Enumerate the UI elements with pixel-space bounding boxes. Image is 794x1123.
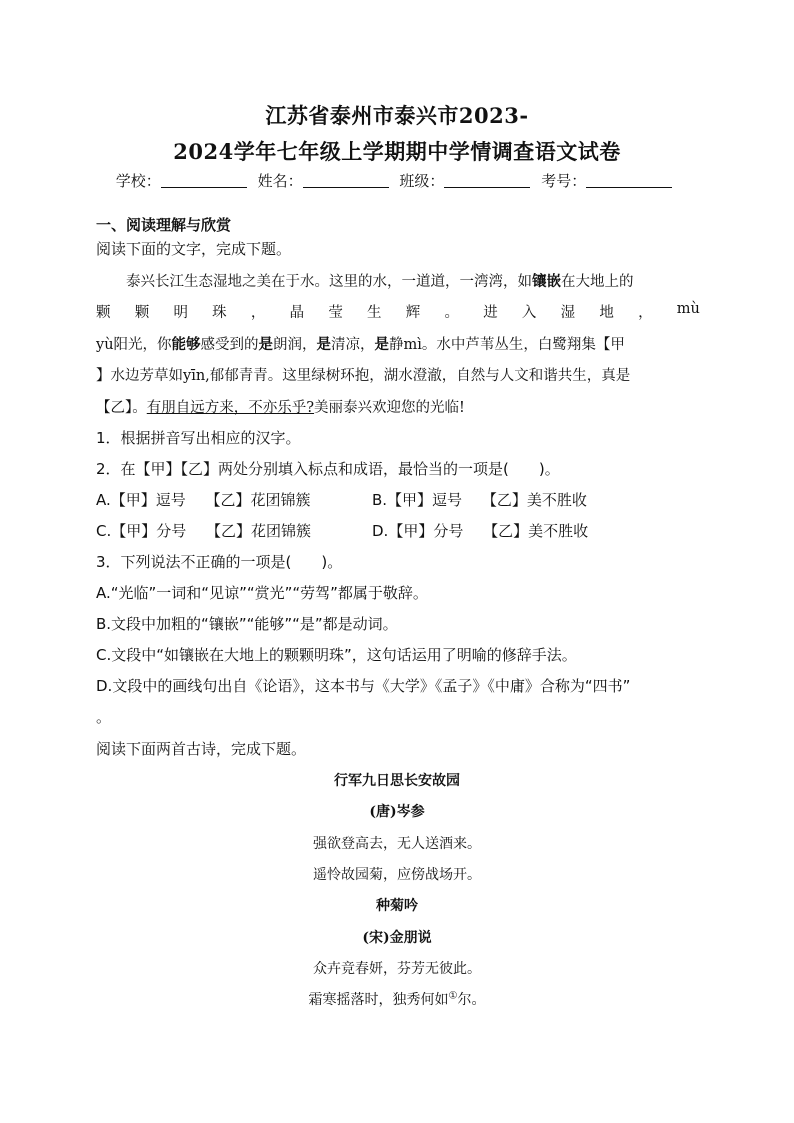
passage-line-2-char: 入 — [521, 305, 537, 321]
q3-option-c[interactable]: C.文段中“如镶嵌在大地上的颗颗明珠”，这句话运用了明喻的修辞手法。 — [96, 646, 577, 664]
class-blank[interactable] — [444, 173, 530, 188]
passage-line-2-char: 生 — [367, 305, 382, 321]
bold-word-shi: 是 — [258, 336, 274, 353]
q2-option-d[interactable]: D.【甲】分号 【乙】美不胜收 — [372, 522, 589, 540]
poem-intro: 阅读下面两首古诗，完成下题。 — [96, 740, 307, 758]
passage-line-2-char: 地 — [599, 305, 614, 321]
passage-line-2 — [96, 301, 700, 322]
school-blank[interactable] — [161, 173, 247, 188]
poem2-author: (宋)金朋说 — [362, 930, 432, 946]
poem1-title: 行军九日思长安故园 — [334, 773, 460, 789]
poem1-line2: 遥怜故园菊，应傍战场开。 — [313, 867, 481, 883]
q3-option-b[interactable]: B.文段中加粗的“镶嵌”“能够”“是”都是动词。 — [96, 615, 398, 633]
passage-line-2-char: mù — [676, 301, 700, 317]
passage-line-2-char: 莹 — [328, 305, 343, 321]
poem1-line1: 强欲登高去，无人送酒来。 — [313, 836, 481, 852]
underlined-sentence: 有朋自远方来，不亦乐乎? — [146, 400, 315, 416]
bold-word-shi: 是 — [374, 336, 390, 353]
question-2: 2．在【甲】【乙】两处分别填入标点和成语，最恰当的一项是( )。 — [96, 460, 560, 478]
poem2-title: 种菊吟 — [376, 898, 418, 914]
passage-line-2-char: ， — [638, 305, 653, 321]
passage-line-2-char: ， — [250, 305, 266, 321]
class-label: 班级： — [399, 172, 445, 190]
passage-line-3: yù阳光，你能够感受到的是朗润，是清凉，是静mì。水中芦苇丛生，白鹭翔集【甲 — [96, 336, 625, 353]
passage-line-4: 】水边芳草如yīn,郁郁青青。这里绿树环抱，湖水澄澈，自然与人文和谐共生，真是 — [96, 368, 631, 384]
q3-option-d[interactable]: D.文段中的画线句出自《论语》，这本书与《大学》《孟子》《中庸》合称为“四书” — [96, 677, 631, 695]
passage-line-2-char: 。 — [444, 305, 459, 321]
section-heading: 一、阅读理解与欣赏 — [96, 216, 232, 234]
q3-option-d-continued: 。 — [96, 708, 112, 726]
passage-line-2-char: 进 — [483, 305, 498, 321]
passage-line-2-char: 珠 — [212, 305, 227, 321]
poem2-line2: 霜寒摇落时，独秀何如①尔。 — [308, 990, 486, 1008]
question-3: 3．下列说法不正确的一项是( )。 — [96, 553, 343, 571]
q2-option-b[interactable]: B.【甲】逗号 【乙】美不胜收 — [372, 491, 587, 509]
passage-line-1: 泰兴长江生态湿地之美在于水。这里的水，一道道，一湾湾，如镶嵌在大地上的 — [126, 273, 634, 290]
name-blank[interactable] — [303, 173, 389, 188]
passage-line-2-char: 湿 — [560, 305, 576, 321]
school-label: 学校： — [115, 172, 161, 190]
exam-title-line1: 江苏省泰州市泰兴市2023- — [265, 103, 529, 128]
footnote-marker[interactable]: ① — [448, 990, 458, 1002]
question-1: 1．根据拼音写出相应的汉字。 — [96, 429, 301, 447]
passage-line-2-char: 颗 — [96, 305, 111, 321]
exam-title-line2: 2024学年七年级上学期期中学情调查语文试卷 — [173, 139, 621, 164]
passage-line-5: 【乙】。有朋自远方来，不亦乐乎?美丽泰兴欢迎您的光临! — [96, 400, 465, 416]
student-info-row — [0, 170, 794, 191]
name-label: 姓名： — [257, 172, 303, 190]
q3-option-a[interactable]: A.“光临”一词和“见谅”“赏光”“劳驾”都属于敬辞。 — [96, 584, 428, 602]
id-label: 考号： — [541, 172, 587, 190]
q2-option-c[interactable]: C.【甲】分号 【乙】花团锦簇 — [96, 522, 312, 540]
poem2-line1: 众卉竞春妍，芬芳无彼此。 — [313, 961, 481, 977]
passage-line-2-char: 辉 — [405, 305, 421, 321]
reading-intro: 阅读下面的文字，完成下题。 — [96, 240, 292, 258]
poem1-author: (唐)岑参 — [369, 804, 425, 820]
q2-option-a[interactable]: A.【甲】逗号 【乙】花团锦簇 — [96, 491, 311, 509]
bold-word-xiangqian: 镶嵌 — [532, 273, 561, 290]
bold-word-shi: 是 — [316, 336, 332, 353]
passage-line-2-char: 颗 — [134, 305, 150, 321]
passage-line-2-char: 晶 — [289, 305, 305, 321]
bold-word-nenggou: 能够 — [171, 336, 201, 353]
id-blank[interactable] — [586, 173, 672, 188]
passage-line-2-char: 明 — [173, 305, 188, 321]
